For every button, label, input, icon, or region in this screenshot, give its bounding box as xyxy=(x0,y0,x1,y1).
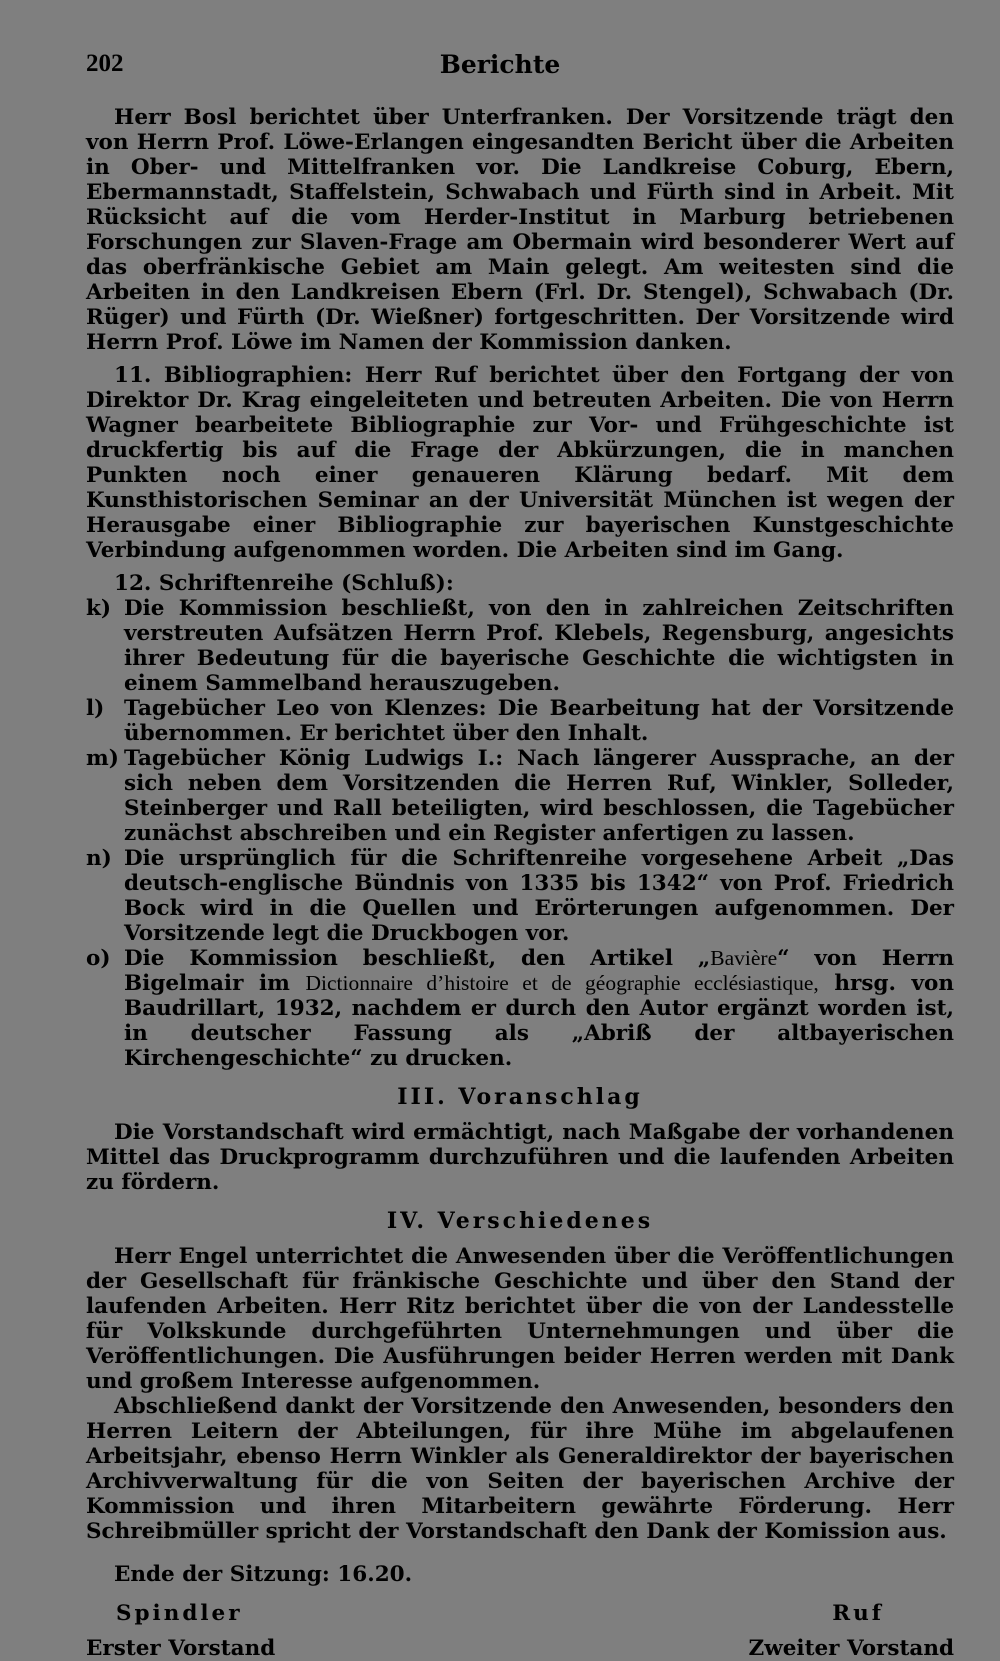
list-item-m xyxy=(86,746,954,846)
paragraph-schriftenreihe: 12. Schriftenreihe (Schluß): xyxy=(114,571,454,596)
document-body xyxy=(86,105,954,1661)
item-o-latin-dictionnaire: Dictionnaire d’histoire et de géographie ecclésiastique, xyxy=(305,971,819,995)
paragraph-engel: Herr Engel unterrichtet die Anwesenden über die Veröffentlichungen der Gesellschaft für fränkische Geschichte und über den Stand der laufenden Arbeiten. Herr Ritz berichtet über die von der Landesstelle für Volkskunde durchgeführten Unternehmungen und über die Veröffentlichungen. Die Ausführungen beider Herren werden mit Dank und großem Interesse aufgenommen. xyxy=(86,1244,954,1394)
signature-title-left: Erster Vorstand xyxy=(86,1636,276,1661)
list-item-label: n) xyxy=(86,846,112,871)
signature-name-right: Ruf xyxy=(832,1601,884,1626)
paragraph-dank: Abschließend dankt der Vorsitzende den Anwesenden, besonders den Herren Leitern der Abteilungen, für ihre Mühe im abgelaufenen Arbeitsjahr, ebenso Herrn Winkler als Generaldirektor der bayerischen Archivverwaltung für die von Seiten der bayerischen Archive der Kommission und ihren Mitarbeitern gewährte Förderung. Herr Schreibmüller spricht der Vorstandschaft den Dank der Komission aus. xyxy=(86,1394,954,1544)
item-o-text-a: Die Kommission beschließt, den Artikel „ xyxy=(124,946,711,971)
list-item-label: l) xyxy=(86,696,105,721)
list-item-label: k) xyxy=(86,596,112,621)
section-heading-voranschlag: III. Voranschlag xyxy=(397,1084,643,1110)
signature-title-right: Zweiter Vorstand xyxy=(748,1636,954,1661)
list-item-l xyxy=(86,696,954,746)
session-end: Ende der Sitzung: 16.20. xyxy=(114,1562,413,1587)
list-item-label: m) xyxy=(86,746,119,771)
item-o-latin-bavière: Bavière xyxy=(710,946,778,970)
list-item-o xyxy=(86,946,954,1071)
list-item-text xyxy=(124,946,954,1071)
section-heading-verschiedenes: IV. Verschiedenes xyxy=(386,1208,654,1234)
list-item-k xyxy=(86,596,954,696)
item-o-text-c: hrsg. von Baudrillart, 1932, nachdem er durch den Autor ergänzt worden ist, in deutscher Fassung als „Abriß der altbayerischen Kirchengeschichte“ zu drucken. xyxy=(124,971,955,1071)
page-number: 202 xyxy=(86,50,124,77)
running-title: Berichte xyxy=(439,50,561,79)
running-head xyxy=(86,46,914,86)
paragraph-bibliographien: 11. Bibliographien: Herr Ruf berichtet über den Fortgang der von Direktor Dr. Krag eingeleiteten und betreuten Arbeiten. Die von Herrn Wagner bearbeitete Bibliographie zur Vor- und Frühgeschichte ist druckfertig bis auf die Frage der Abkürzungen, die in manchen Punkten noch einer genaueren Klärung bedarf. Mit dem Kunsthistorischen Seminar an der Universität München ist wegen der Herausgabe einer Bibliographie zur bayerischen Kunstgeschichte Verbindung aufgenommen worden. Die Arbeiten sind im Gang. xyxy=(86,363,954,563)
list-item-text: Die Kommission beschließt, von den in zahlreichen Zeitschriften verstreuten Aufsätzen Herrn Prof. Klebels, Regensburg, angesichts ihrer Bedeutung für die bayerische Geschichte die wichtigsten in einem Sammelband herauszugeben. xyxy=(124,596,954,696)
signature-titles-row xyxy=(86,1636,954,1661)
list-item-text: Tagebücher Leo von Klenzes: Die Bearbeitung hat der Vorsitzende übernommen. Er berichtet über den Inhalt. xyxy=(124,696,954,746)
signature-name-left: Spindler xyxy=(116,1601,243,1626)
list-item-text: Die ursprünglich für die Schriftenreihe vorgesehene Arbeit „Das deutsch-englische Bündnis von 1335 bis 1342“ von Prof. Friedrich Bock wird in die Quellen und Erörterungen aufgenommen. Der Vorsitzende legt die Druckbogen vor. xyxy=(124,846,954,946)
list-item-label: o) xyxy=(86,946,111,971)
list-item-n xyxy=(86,846,954,946)
list-item-text: Tagebücher König Ludwigs I.: Nach längerer Aussprache, an der sich neben dem Vorsitzenden die Herren Ruf, Winkler, Solleder, Steinberger und Rall beteiligten, wird beschlossen, die Tagebücher zunächst abschreiben und ein Register anfertigen zu lassen. xyxy=(124,746,954,846)
item-o-text-b: “ von Herrn Bigelmair im xyxy=(124,946,954,996)
paragraph-voranschlag: Die Vorstandschaft wird ermächtigt, nach Maßgabe der vorhandenen Mittel das Druckprogramm durchzuführen und die laufenden Arbeiten zu fördern. xyxy=(86,1120,954,1195)
paragraph-unterfranken: Herr Bosl berichtet über Unterfranken. Der Vorsitzende trägt den von Herrn Prof. Löwe-Erlangen eingesandten Bericht über die Arbeiten in Ober- und Mittelfranken vor. Die Landkreise Coburg, Ebern, Ebermannstadt, Staffelstein, Schwabach und Fürth sind in Arbeit. Mit Rücksicht auf die vom Herder-Institut in Marburg betriebenen Forschungen zur Slaven-Frage am Obermain wird besonderer Wert auf das oberfränkische Gebiet am Main gelegt. Am weitesten sind die Arbeiten in den Landkreisen Ebern (Frl. Dr. Stengel), Schwabach (Dr. Rüger) und Fürth (Dr. Wießner) fortgeschritten. Der Vorsitzende wird Herrn Prof. Löwe im Namen der Kommission danken. xyxy=(86,105,954,355)
signature-names-row xyxy=(86,1601,954,1626)
